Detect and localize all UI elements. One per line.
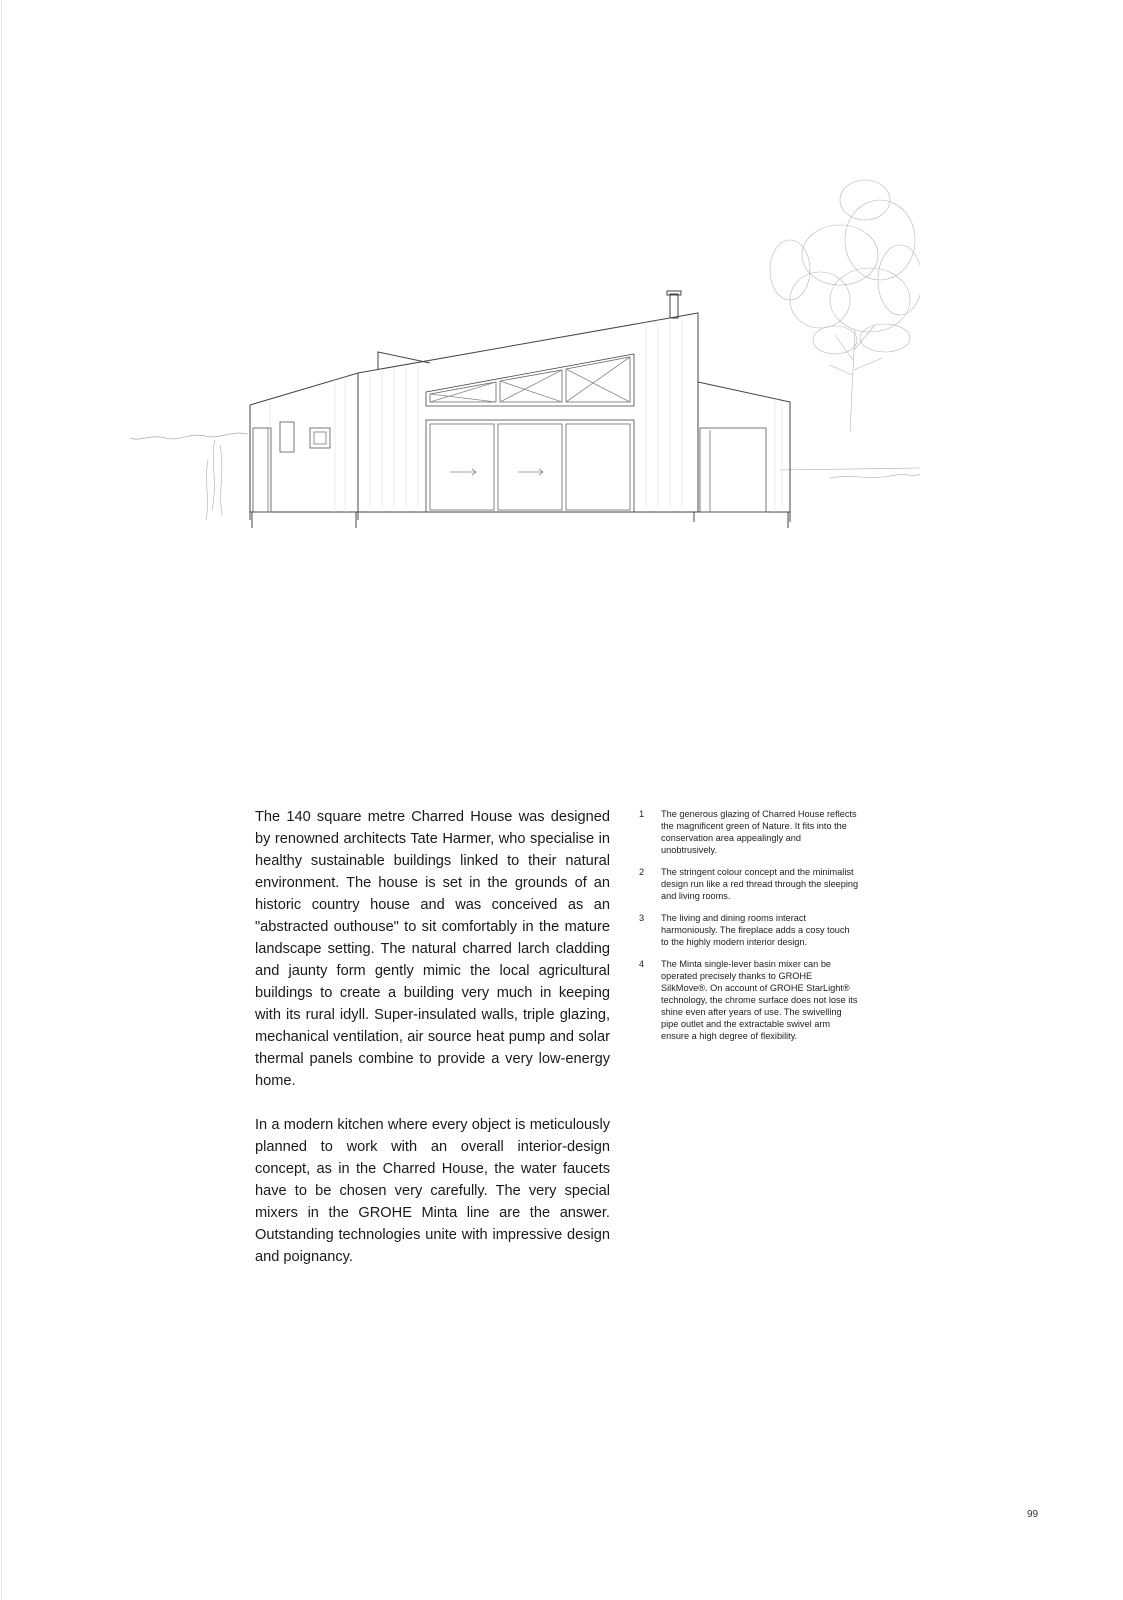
caption-list (639, 808, 859, 1052)
caption-number: 4 (639, 959, 645, 969)
caption-text: The generous glazing of Charred House reflects the magnificent green of Nature. It fits into the conservation area appealingly and unobtrusively. (661, 809, 857, 855)
caption-item (639, 958, 859, 1042)
house-elevation-drawing (130, 160, 920, 535)
page-number: 99 (1027, 1509, 1039, 1520)
caption-number: 1 (639, 809, 645, 819)
caption-text: The stringent colour concept and the minimalist design run like a red thread through the sleeping and living rooms. (661, 867, 859, 901)
body-paragraph-2: In a modern kitchen where every object is meticulously planned to work with an overall interior-design concept, as in the Charred House, the water faucets have to be chosen very carefully. The very special mixers in the GROHE Minta line are the answer. Outstanding technologies unite with impressive design and poignancy. (255, 1117, 610, 1265)
caption-item (639, 808, 859, 856)
body-text (255, 806, 610, 1290)
caption-item (639, 866, 859, 902)
caption-item (639, 912, 859, 948)
caption-text: The Minta single-lever basin mixer can be operated precisely thanks to GROHE SilkMove®. On account of GROHE StarLight® technology, the chrome surface does not lose its shine even after years of use. The swivelling pipe outlet and the extractable swivel arm ensure a high degree of flexibility. (661, 959, 858, 1041)
caption-text: The living and dining rooms interact harmoniously. The fireplace adds a cosy touch to the highly modern interior design. (661, 913, 850, 947)
body-paragraph-1: The 140 square metre Charred House was designed by renowned architects Tate Harmer, who specialise in healthy sustainable buildings linked to their natural environment. The house is set in the grounds of an historic country house and was conceived as an "abstracted outhouse" to sit comfortably in the mature landscape setting. The natural charred larch cladding and jaunty form gently mimic the local agricultural buildings to create a building very much in keeping with its rural idyll. Super-insulated walls, triple glazing, mechanical ventilation, air source heat pump and solar thermal panels combine to provide a very low-energy home. (255, 809, 610, 1089)
caption-number: 2 (639, 867, 645, 877)
caption-number: 3 (639, 913, 645, 923)
page-edge-line (1, 0, 2, 1600)
